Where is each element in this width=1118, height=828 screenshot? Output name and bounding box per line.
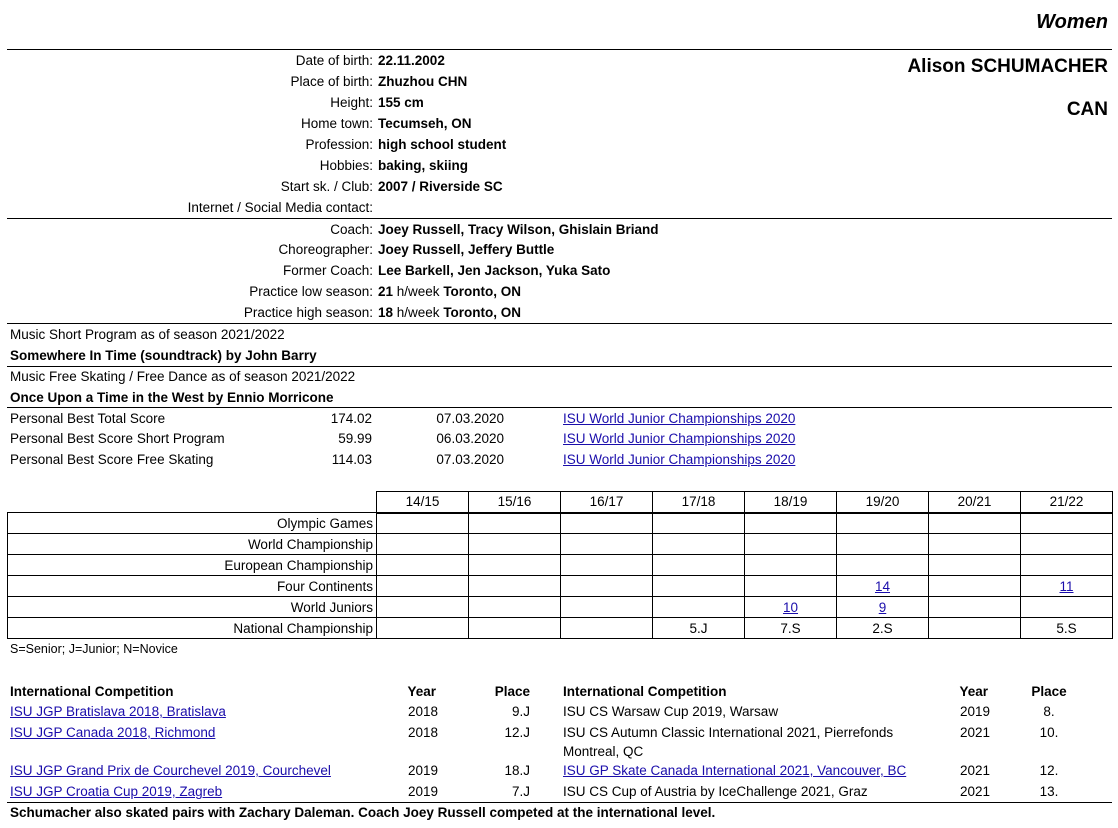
bio-label: Start sk. / Club: <box>280 179 373 194</box>
pb-date: 07.03.2020 <box>436 411 504 426</box>
competition-place: 8. <box>1043 704 1055 719</box>
bio-label: Profession: <box>305 137 373 152</box>
bio-value: 155 cm <box>378 95 424 110</box>
competition-year: 2021 <box>959 784 990 799</box>
competition-year: 2019 <box>407 763 438 778</box>
result-cell <box>561 597 653 618</box>
result-cell <box>1021 555 1113 576</box>
year-header: Year <box>407 684 436 699</box>
pb-date: 06.03.2020 <box>436 431 504 446</box>
former-coach-label: Former Coach: <box>282 263 373 278</box>
music-short-label: Music Short Program as of season 2021/2022 <box>10 327 285 342</box>
result-value: 5.J <box>689 620 708 636</box>
practice-hours: 21 <box>378 284 394 299</box>
gender-category: Women <box>1036 11 1108 33</box>
bio-label: Internet / Social Media contact: <box>187 200 373 215</box>
result-cell <box>837 618 929 639</box>
pb-event-link[interactable]: ISU World Junior Championships 2020 <box>563 431 796 446</box>
result-value: 5.S <box>1056 620 1077 636</box>
championship-label: World Juniors <box>8 597 377 618</box>
championship-label: Four Continents <box>8 576 377 597</box>
competition-place: 7.J <box>511 784 530 799</box>
result-cell <box>745 555 837 576</box>
result-cell <box>1021 618 1113 639</box>
bio-value: Zhuzhou CHN <box>378 74 468 89</box>
pb-label: Personal Best Total Score <box>10 411 166 426</box>
pb-event-link[interactable]: ISU World Junior Championships 2020 <box>563 452 796 467</box>
results-row <box>8 618 1113 639</box>
result-cell <box>561 555 653 576</box>
result-cell <box>377 618 469 639</box>
competition-link[interactable]: ISU JGP Croatia Cup 2019, Zagreb <box>10 784 223 799</box>
result-cell <box>929 618 1021 639</box>
practice-value <box>378 302 521 323</box>
results-header-row <box>8 492 1113 513</box>
result-cell <box>1021 534 1113 555</box>
bio-label: Place of birth: <box>290 74 373 89</box>
result-cell <box>561 618 653 639</box>
result-cell <box>745 618 837 639</box>
competition-link[interactable]: ISU GP Skate Canada International 2021, Vancouver, BC <box>563 763 907 778</box>
competition-year: 2021 <box>959 763 990 778</box>
season-header: 20/21 <box>929 492 1021 513</box>
result-cell <box>377 534 469 555</box>
result-cell <box>745 597 837 618</box>
competition-header: International Competition <box>563 684 727 699</box>
season-header: 15/16 <box>469 492 561 513</box>
result-cell <box>653 618 745 639</box>
pb-score: 114.03 <box>331 452 372 467</box>
competition-name: ISU CS Warsaw Cup 2019, Warsaw <box>563 704 779 719</box>
bio-value: 22.11.2002 <box>378 53 445 68</box>
practice-unit: h/week <box>393 305 444 320</box>
result-cell <box>929 555 1021 576</box>
results-row <box>8 513 1113 534</box>
result-cell <box>377 513 469 534</box>
result-cell <box>561 513 653 534</box>
practice-place: Toronto, ON <box>443 305 522 320</box>
result-cell <box>745 513 837 534</box>
season-header: 17/18 <box>653 492 745 513</box>
championship-label: World Championship <box>8 534 377 555</box>
competition-link[interactable]: ISU JGP Grand Prix de Courchevel 2019, Courchevel <box>10 763 331 778</box>
result-link[interactable]: 14 <box>874 578 891 594</box>
result-value: 2.S <box>872 620 893 636</box>
pb-row <box>0 428 1118 449</box>
competition-place: 12.J <box>504 725 530 740</box>
result-cell <box>377 555 469 576</box>
season-header: 16/17 <box>561 492 653 513</box>
athlete-nation: CAN <box>1066 99 1108 120</box>
practice-label: Practice high season: <box>243 305 373 320</box>
practice-value <box>378 281 521 302</box>
result-cell <box>653 597 745 618</box>
result-cell <box>745 534 837 555</box>
result-cell <box>653 576 745 597</box>
season-header: 21/22 <box>1021 492 1113 513</box>
music-free-title: Once Upon a Time in the West by Ennio Morricone <box>10 390 334 405</box>
competition-link[interactable]: ISU JGP Bratislava 2018, Bratislava <box>10 704 226 719</box>
result-cell <box>377 576 469 597</box>
place-header: Place <box>1031 684 1067 699</box>
bio-value: high school student <box>378 137 507 152</box>
result-cell <box>469 576 561 597</box>
season-header: 14/15 <box>377 492 469 513</box>
result-cell <box>1021 576 1113 597</box>
competition-name: ISU CS Autumn Classic International 2021, Pierrefonds <box>563 725 894 740</box>
competition-year: 2018 <box>407 704 438 719</box>
pb-score: 174.02 <box>330 411 372 426</box>
championship-label: European Championship <box>8 555 377 576</box>
competition-name-continued: Montreal, QC <box>563 744 644 759</box>
competition-year: 2018 <box>407 725 438 740</box>
competition-year: 2021 <box>959 725 990 740</box>
bio-label: Date of birth: <box>295 53 373 68</box>
results-row <box>8 555 1113 576</box>
result-cell <box>745 576 837 597</box>
results-row <box>8 576 1113 597</box>
result-cell <box>469 555 561 576</box>
result-link[interactable]: 11 <box>1059 578 1074 594</box>
result-cell <box>837 597 929 618</box>
bio-label: Hobbies: <box>319 158 373 173</box>
result-cell <box>653 513 745 534</box>
result-cell <box>837 513 929 534</box>
result-cell <box>1021 597 1113 618</box>
former-coach-value: Lee Barkell, Jen Jackson, Yuka Sato <box>378 263 611 278</box>
practice-place: Toronto, ON <box>443 284 522 299</box>
pb-event-link[interactable]: ISU World Junior Championships 2020 <box>563 411 796 426</box>
music-free-label: Music Free Skating / Free Dance as of season 2021/2022 <box>10 369 356 384</box>
season-header: 18/19 <box>745 492 837 513</box>
competition-link[interactable]: ISU JGP Canada 2018, Richmond <box>10 725 216 740</box>
practice-unit: h/week <box>393 284 444 299</box>
result-cell <box>561 576 653 597</box>
level-legend: S=Senior; J=Junior; N=Novice <box>10 642 178 656</box>
result-cell <box>653 534 745 555</box>
pb-row <box>0 408 1118 429</box>
choreographer-value: Joey Russell, Jeffery Buttle <box>378 242 555 257</box>
pb-label: Personal Best Score Short Program <box>10 431 225 446</box>
result-cell <box>929 576 1021 597</box>
competition-place: 9.J <box>511 704 530 719</box>
bio-value: Tecumseh, ON <box>378 116 472 131</box>
results-table <box>7 491 1113 639</box>
result-cell <box>837 555 929 576</box>
result-cell <box>561 534 653 555</box>
competition-year: 2019 <box>407 784 438 799</box>
header-blank-cell <box>8 492 377 513</box>
result-value: 7.S <box>780 620 801 636</box>
coach-value: Joey Russell, Tracy Wilson, Ghislain Briand <box>378 222 659 237</box>
place-header: Place <box>494 684 530 699</box>
practice-hours: 18 <box>378 305 394 320</box>
music-short-title: Somewhere In Time (soundtrack) by John Barry <box>10 348 317 363</box>
competition-place: 10. <box>1039 725 1059 740</box>
championship-label: National Championship <box>8 618 377 639</box>
pb-row <box>0 449 1118 470</box>
coach-label: Coach: <box>330 222 373 237</box>
bio-value: 2007 / Riverside SC <box>378 179 503 194</box>
choreographer-label: Choreographer: <box>278 242 373 257</box>
result-cell <box>929 534 1021 555</box>
competition-place: 18.J <box>504 763 530 778</box>
result-cell <box>929 513 1021 534</box>
competition-place: 12. <box>1039 763 1059 778</box>
competition-header: International Competition <box>10 684 174 699</box>
results-row <box>8 597 1113 618</box>
result-link[interactable]: 10 <box>782 599 799 615</box>
result-cell <box>469 513 561 534</box>
bio-label: Home town: <box>300 116 373 131</box>
result-cell <box>929 597 1021 618</box>
competition-year: 2019 <box>959 704 990 719</box>
season-header: 19/20 <box>837 492 929 513</box>
result-link[interactable]: 9 <box>878 599 887 615</box>
pb-label: Personal Best Score Free Skating <box>10 452 214 467</box>
competition-place: 13. <box>1039 784 1059 799</box>
practice-label: Practice low season: <box>249 284 373 299</box>
result-cell <box>469 597 561 618</box>
result-cell <box>837 576 929 597</box>
result-cell <box>377 597 469 618</box>
result-cell <box>837 534 929 555</box>
results-row <box>8 534 1113 555</box>
result-cell <box>1021 513 1113 534</box>
bio-value: baking, skiing <box>378 158 469 173</box>
bio-label: Height: <box>330 95 373 110</box>
athlete-name: Alison SCHUMACHER <box>907 56 1108 77</box>
result-cell <box>653 555 745 576</box>
pb-date: 07.03.2020 <box>436 452 504 467</box>
result-cell <box>469 618 561 639</box>
year-header: Year <box>959 684 988 699</box>
result-cell <box>469 534 561 555</box>
footnote: Schumacher also skated pairs with Zachary Daleman. Coach Joey Russell competed at the international level. <box>10 805 716 820</box>
championship-label: Olympic Games <box>8 513 377 534</box>
competition-name: ISU CS Cup of Austria by IceChallenge 2021, Graz <box>563 784 868 799</box>
pb-score: 59.99 <box>338 431 372 446</box>
